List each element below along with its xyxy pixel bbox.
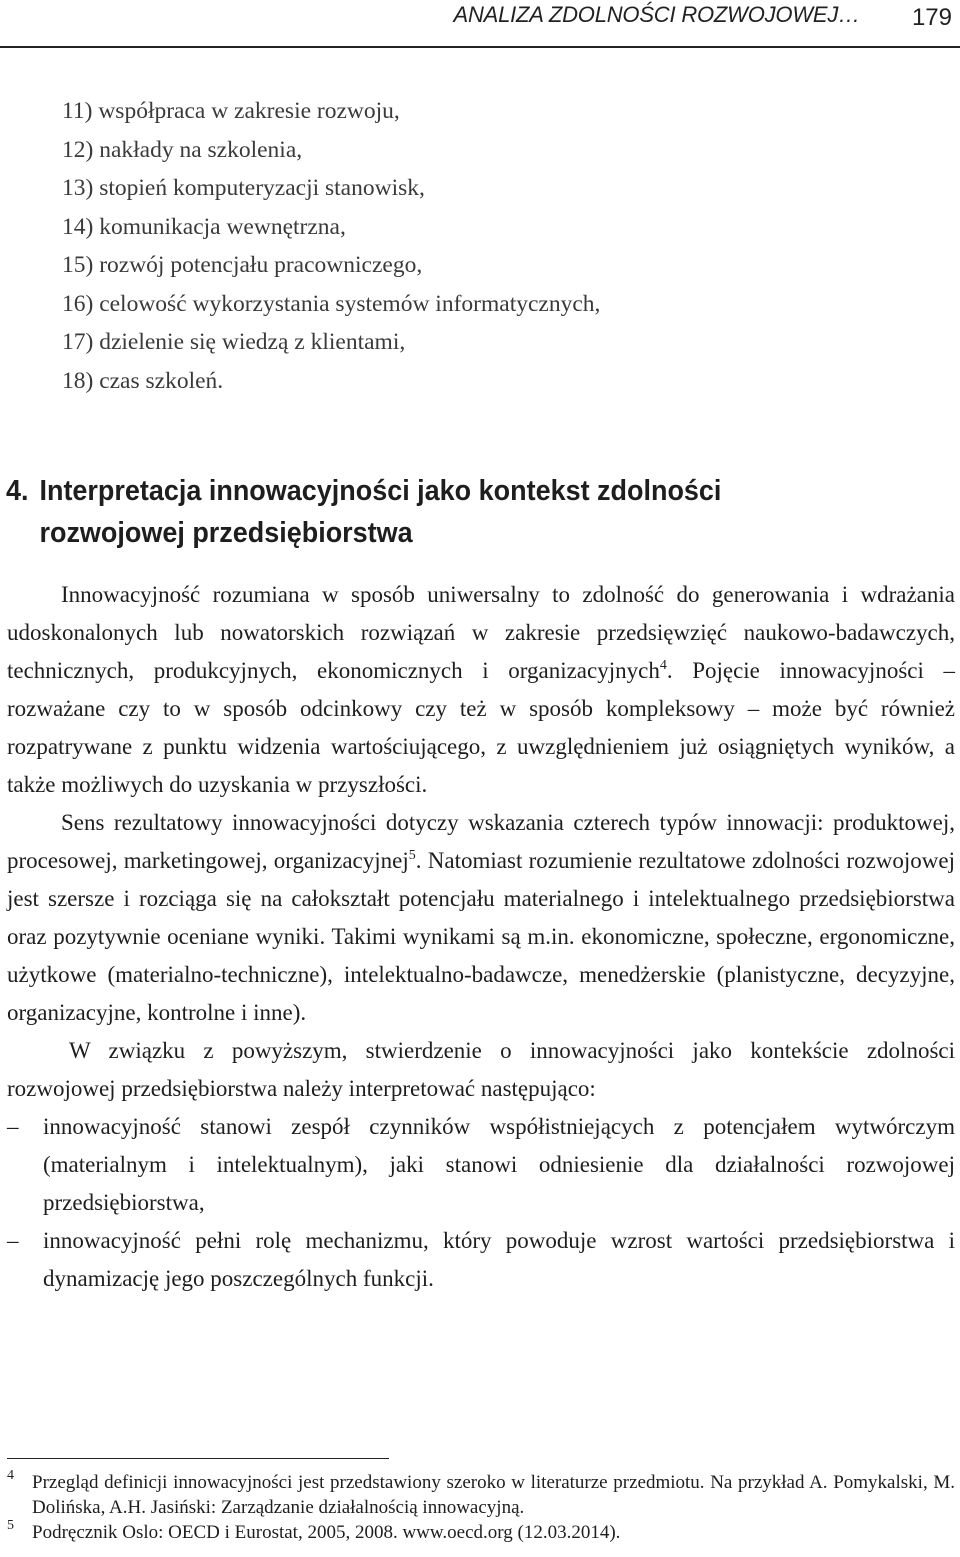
dash-list-item-text: innowacyjność stanowi zespół czynników współistniejących z potencjałem wytwórczym (materialnym i intelektualnym), jaki stanowi odniesienie dla działalności rozwojowej przedsiębiorstwa, xyxy=(43,1114,955,1215)
body-text xyxy=(7,576,955,1298)
section-title-line2: rozwojowej przedsiębiorstwa xyxy=(39,517,413,550)
list-item: 16) celowość wykorzystania systemów informatycznych, xyxy=(62,290,601,317)
dash-marker: – xyxy=(7,1228,19,1253)
footnotes xyxy=(7,1470,955,1545)
dash-list xyxy=(7,1108,955,1298)
footnote-text: Podręcznik Oslo: OECD i Eurostat, 2005, 2008. www.oecd.org (12.03.2014). xyxy=(32,1522,621,1543)
footnote-ref[interactable]: 5 xyxy=(408,848,416,863)
footnote-ref[interactable]: 4 xyxy=(659,658,667,673)
dash-list-item-text: innowacyjność pełni rolę mechanizmu, który powoduje wzrost wartości przedsiębiorstwa i dynamizację jego poszczególnych funkcji. xyxy=(43,1228,955,1291)
paragraph: W związku z powyższym, stwierdzenie o innowacyjności jako kontekście zdolności rozwojowej przedsiębiorstwa należy interpretować następująco: xyxy=(7,1038,955,1101)
paragraph-text: Sens rezultatowy innowacyjności dotyczy wskazania czterech typów innowacji: produktowej, procesowej, marketingowej, organizacyjnej xyxy=(7,810,955,873)
section-title-line1: Interpretacja innowacyjności jako kontekst zdolności xyxy=(39,475,722,508)
section-number: 4. xyxy=(6,475,29,508)
footnote-separator xyxy=(7,1458,389,1459)
paragraph-text: . Natomiast rozumienie rezultatowe zdolności rozwojowej jest szersze i rozciąga się na całokształt potencjału materialnego i intelektualnego przedsiębiorstwa oraz pozytywnie oceniane wyniki. Takimi wynikami są m.in. ekonomiczne, społeczne, ergonomiczne, użytkowe (materialno-techniczne), intelektualno-badawcze, menedżerskie (planistyczne, decyzyjne, organizacyjne, kontrolne i inne). xyxy=(7,848,955,1025)
running-header-title: ANALIZA ZDOLNOŚCI ROZWOJOWEJ… xyxy=(453,2,860,27)
page-number: 179 xyxy=(911,4,952,31)
list-item: 13) stopień komputeryzacji stanowisk, xyxy=(62,175,425,201)
list-item: 15) rozwój potencjału pracowniczego, xyxy=(62,252,423,278)
paragraph-text: . Pojęcie innowacyjności – rozważane czy to w sposób odcinkowy czy też w sposób kompleksowy – może być również rozpatrywane z punktu widzenia wartościującego, z uwzględnieniem już osiągniętych wyników, a także możliwych do uzyskania w przyszłości. xyxy=(7,658,955,797)
dash-marker: – xyxy=(7,1114,19,1139)
paragraph xyxy=(7,576,955,804)
list-item: 11) współpraca w zakresie rozwoju, xyxy=(62,98,400,124)
list-item: 17) dzielenie się wiedzą z klientami, xyxy=(62,329,406,355)
paragraph-text: Innowacyjność rozumiana w sposób uniwersalny to zdolność do generowania i wdrażania udoskonalonych lub nowatorskich rozwiązań w zakresie przedsięwzięć naukowo-badawczych, technicznych, produkcyjnych, ekonomicznych i organizacyjnych xyxy=(7,582,955,683)
list-item: 12) nakłady na szkolenia, xyxy=(62,136,303,163)
footnote-text: Przegląd definicji innowacyjności jest przedstawiony szeroko w literaturze przedmiotu. Na przykład A. Pomykalski, M. Dolińska, A.H. Jasiński: Zarządzanie działalnością innowacyjną. xyxy=(32,1472,955,1518)
numbered-list xyxy=(62,92,600,400)
list-item: 18) czas szkoleń. xyxy=(62,367,224,394)
footnote xyxy=(7,1520,955,1545)
dash-list-item xyxy=(7,1222,955,1298)
running-header xyxy=(0,0,960,48)
list-item: 14) komunikacja wewnętrzna, xyxy=(62,213,346,240)
section-heading xyxy=(6,470,843,554)
paragraph xyxy=(7,804,955,1032)
dash-list-item xyxy=(7,1108,955,1222)
footnote xyxy=(7,1470,955,1520)
footnote-mark: 5 xyxy=(7,1518,14,1533)
footnote-mark: 4 xyxy=(7,1468,14,1483)
